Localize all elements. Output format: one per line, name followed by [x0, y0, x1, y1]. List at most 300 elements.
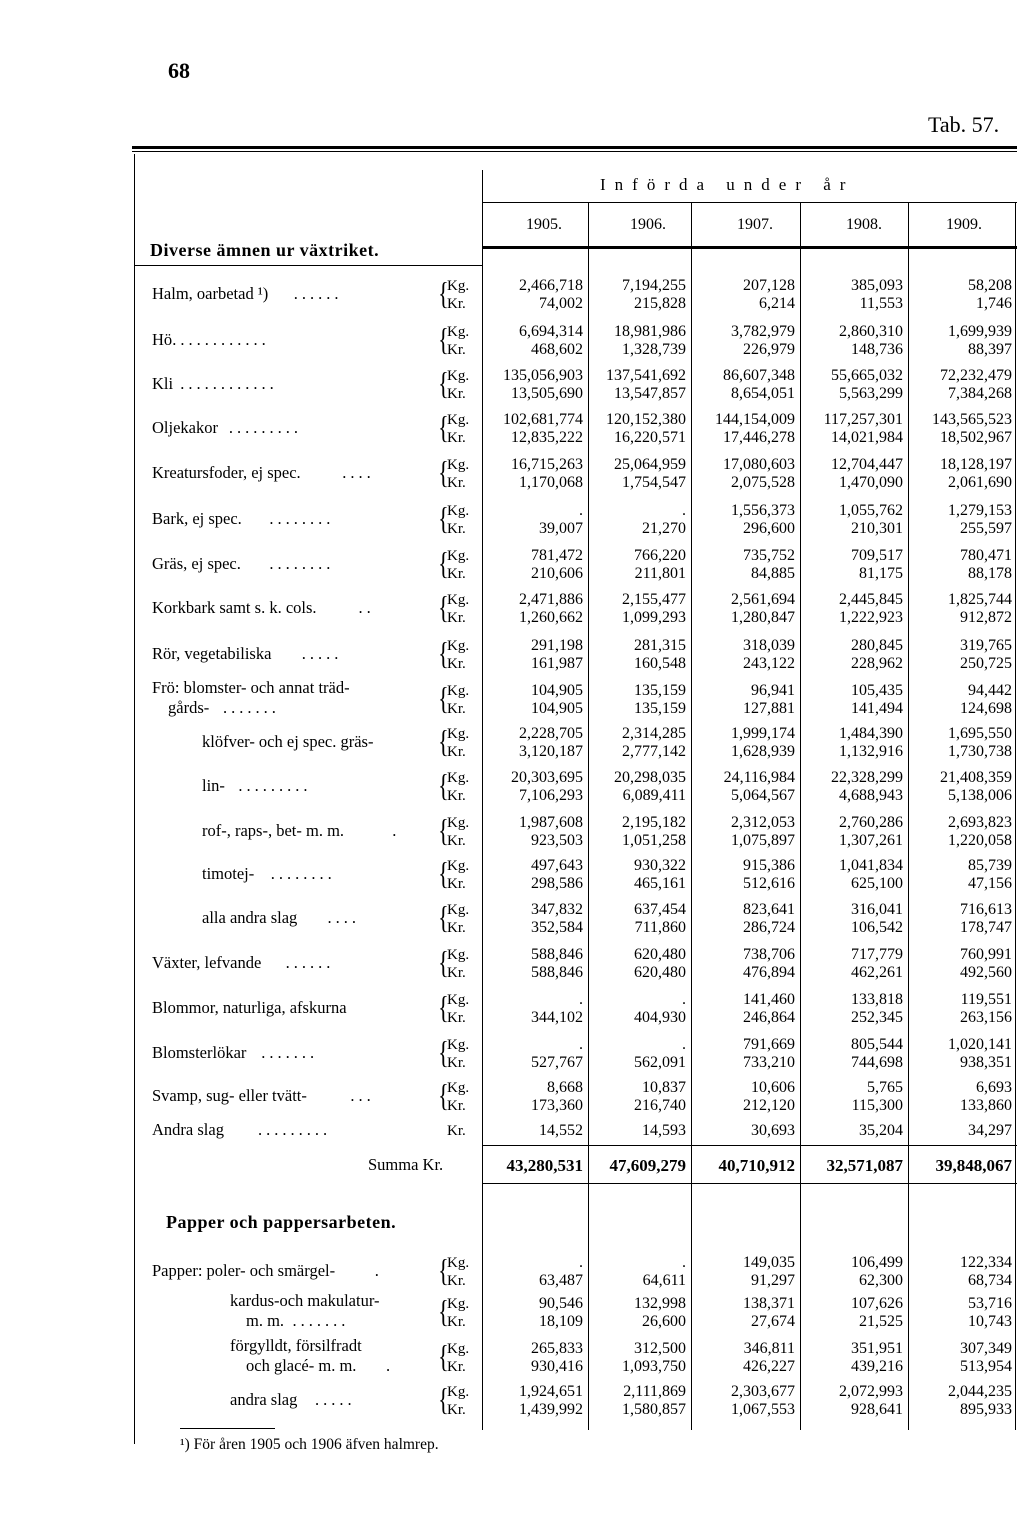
kr-value: 211,801 — [634, 565, 686, 582]
kg-value: 122,334 — [960, 1254, 1012, 1271]
section-title-2: Papper och pappersarbeten. — [166, 1212, 397, 1232]
kr-value: 16,220,571 — [614, 429, 686, 446]
kg-value: 2,471,886 — [519, 591, 583, 608]
brace-glyph: { — [438, 855, 449, 891]
table-id: Tab. 57. — [928, 112, 1000, 137]
year-header-3: 1907. — [737, 216, 773, 233]
kg-value: 588,846 — [531, 946, 583, 963]
row-dots: ......... — [228, 418, 303, 437]
kr-value: 39,007 — [539, 520, 583, 537]
row-dots: .... — [327, 908, 360, 927]
kg-value: 717,779 — [851, 946, 903, 963]
kr-value: 215,828 — [634, 295, 686, 312]
right-frame — [1015, 202, 1016, 1430]
unit-label-kg: Kg. — [447, 726, 470, 742]
kr-value: 14,552 — [539, 1122, 583, 1139]
kg-value: 8,668 — [547, 1079, 583, 1096]
unit-label-kg: Kg. — [447, 1341, 470, 1357]
kr-value: 1,093,750 — [622, 1358, 686, 1375]
row-label: Blommor, naturliga, afskurna — [152, 998, 347, 1017]
unit-label-kr: Kr. — [447, 1314, 466, 1330]
row-label: Hö — [152, 330, 173, 349]
unit-label-kr: Kr. — [447, 920, 466, 936]
kr-value: 6,214 — [759, 295, 795, 312]
row-dots: .... — [342, 463, 375, 482]
kg-value: 319,765 — [960, 637, 1012, 654]
kg-value: 307,349 — [960, 1340, 1012, 1357]
kr-value: 298,586 — [531, 875, 583, 892]
kr-value: 173,360 — [531, 1097, 583, 1114]
kr-value: 14,593 — [642, 1122, 686, 1139]
kr-value: 135,159 — [634, 700, 686, 717]
brace-glyph: { — [438, 767, 449, 803]
row-dots: ....... — [292, 1311, 350, 1330]
row-dots: ..... — [301, 644, 343, 663]
kr-value: 210,606 — [531, 565, 583, 582]
kg-value: 53,716 — [968, 1295, 1012, 1312]
kr-value: 88,178 — [968, 565, 1012, 582]
summa-value: 39,848,067 — [935, 1156, 1012, 1175]
kr-value: 13,547,857 — [614, 385, 686, 402]
kr-value: 1,222,923 — [839, 609, 903, 626]
row-label: Frö: blomster- och annat träd- — [152, 678, 350, 697]
kg-value: 766,220 — [634, 547, 686, 564]
kr-value: 1,067,553 — [731, 1401, 795, 1418]
kr-value: 625,100 — [851, 875, 903, 892]
unit-label-kr: Kr. — [447, 386, 466, 402]
kr-value: 1,628,939 — [731, 743, 795, 760]
kg-value: 20,303,695 — [511, 769, 583, 786]
kr-value: 711,860 — [634, 919, 686, 936]
kg-value: 735,752 — [743, 547, 795, 564]
kr-value: 10,743 — [968, 1313, 1012, 1330]
kr-value: 18,109 — [539, 1313, 583, 1330]
kr-value: 115,300 — [851, 1097, 903, 1114]
label-bottom-rule — [134, 265, 482, 266]
row-label: Bark, ej spec. — [152, 509, 242, 528]
unit-label-kr: Kr. — [447, 521, 466, 537]
kr-value: 1,260,662 — [519, 609, 583, 626]
row-dots: .. — [358, 598, 375, 617]
unit-label-kr: Kr. — [447, 744, 466, 760]
kr-value: 35,204 — [859, 1122, 903, 1139]
year-header-1: 1905. — [526, 216, 562, 233]
kr-value: 468,602 — [531, 341, 583, 358]
kg-value: 16,715,263 — [511, 456, 583, 473]
kg-value: 22,328,299 — [831, 769, 903, 786]
unit-label-kg: Kg. — [447, 278, 470, 294]
kg-value: 107,626 — [851, 1295, 903, 1312]
kg-value: 385,093 — [851, 277, 903, 294]
kr-value: 5,064,567 — [731, 787, 795, 804]
kg-value: 1,484,390 — [839, 725, 903, 742]
kr-value: 91,297 — [751, 1272, 795, 1289]
kg-value: 346,811 — [743, 1340, 795, 1357]
unit-label-kg: Kg. — [447, 902, 470, 918]
kg-value: 137,541,692 — [606, 367, 686, 384]
brace-glyph: { — [438, 812, 449, 848]
kg-value: 20,298,035 — [614, 769, 686, 786]
kg-value: 117,257,301 — [823, 411, 903, 428]
row-dots: ...... — [293, 284, 343, 303]
kg-value: 281,315 — [634, 637, 686, 654]
kr-value: 255,597 — [960, 520, 1012, 537]
row-dots: ..... — [315, 1390, 356, 1409]
kg-value: 10,606 — [751, 1079, 795, 1096]
kr-value: 226,979 — [743, 341, 795, 358]
kr-value: 141,494 — [851, 700, 903, 717]
row-label: Papper: poler- och smärgel- — [152, 1261, 336, 1280]
kr-value: 6,089,411 — [622, 787, 686, 804]
row-label: Gräs, ej spec. — [152, 554, 241, 573]
kg-value: 58,208 — [968, 277, 1012, 294]
kr-value: 895,933 — [960, 1401, 1012, 1418]
brace-glyph: { — [438, 1077, 449, 1113]
kg-value: 497,643 — [531, 857, 583, 874]
row-label-line2: m. m. — [246, 1311, 285, 1330]
kg-value: 351,951 — [851, 1340, 903, 1357]
unit-label-kr: Kr. — [447, 833, 466, 849]
unit-label-kg: Kg. — [447, 412, 470, 428]
kg-value: 143,565,523 — [932, 411, 1012, 428]
unit-label-kg: Kg. — [447, 457, 470, 473]
kg-value: 24,116,984 — [723, 769, 795, 786]
kg-value: . — [579, 1036, 583, 1053]
kg-value: 133,818 — [851, 991, 903, 1008]
kg-value: 135,159 — [634, 682, 686, 699]
unit-label-kr: Kr. — [447, 788, 466, 804]
kr-value: 923,503 — [531, 832, 583, 849]
kr-value: 562,091 — [634, 1054, 686, 1071]
summa-value: 43,280,531 — [506, 1156, 583, 1175]
kg-value: 2,561,694 — [731, 591, 795, 608]
kg-value: 738,706 — [743, 946, 795, 963]
kr-value: 352,584 — [531, 919, 583, 936]
left-frame — [134, 154, 135, 1444]
kg-value: 760,991 — [960, 946, 1012, 963]
unit-label-kr: Kr. — [447, 475, 466, 491]
kg-value: 823,641 — [743, 901, 795, 918]
kr-value: 2,777,142 — [622, 743, 686, 760]
kg-value: 10,837 — [642, 1079, 686, 1096]
kg-value: 2,466,718 — [519, 277, 583, 294]
kg-value: 915,386 — [743, 857, 795, 874]
kg-value: 291,198 — [531, 637, 583, 654]
row-label: Andra slag — [152, 1120, 224, 1139]
kr-value: 462,261 — [851, 964, 903, 981]
kr-value: 296,600 — [743, 520, 795, 537]
unit-label-kr: Kr. — [447, 701, 466, 717]
year-header-5: 1909. — [946, 216, 982, 233]
unit-label-kr: Kr. — [447, 1010, 466, 1026]
brace-glyph: { — [438, 1252, 449, 1288]
col-sep-2 — [691, 202, 692, 1430]
brace-glyph: { — [438, 454, 449, 490]
page-number: 68 — [168, 58, 190, 83]
kr-value: 465,161 — [634, 875, 686, 892]
kg-value: 141,460 — [743, 991, 795, 1008]
unit-label-kr: Kr. — [447, 1402, 466, 1418]
kr-value: 588,846 — [531, 964, 583, 981]
kr-value: 1,730,738 — [948, 743, 1012, 760]
row-label: Korkbark samt s. k. cols. — [152, 598, 317, 617]
row-label: förgylldt, försilfradt — [230, 1336, 362, 1355]
kg-value: 781,472 — [531, 547, 583, 564]
kg-value: 2,111,869 — [623, 1383, 686, 1400]
row-dots: ....... — [261, 1043, 319, 1062]
brace-glyph: { — [438, 500, 449, 536]
kr-value: 11,553 — [859, 295, 903, 312]
kr-value: 212,120 — [743, 1097, 795, 1114]
kg-value: 1,924,651 — [519, 1383, 583, 1400]
unit-label-kg: Kg. — [447, 858, 470, 874]
kg-value: . — [682, 1254, 686, 1271]
kr-value: 228,962 — [851, 655, 903, 672]
kr-value: 74,002 — [539, 295, 583, 312]
kg-value: 86,607,348 — [723, 367, 795, 384]
row-label: kardus-och makulatur- — [230, 1291, 380, 1310]
brace-glyph: { — [438, 1338, 449, 1374]
kr-value: 13,505,690 — [511, 385, 583, 402]
kr-value: 263,156 — [960, 1009, 1012, 1026]
unit-label-kg: Kg. — [447, 947, 470, 963]
kr-value: 1,220,058 — [948, 832, 1012, 849]
row-dots: ......... — [238, 776, 312, 795]
kr-value: 912,872 — [960, 609, 1012, 626]
kr-value: 1,051,258 — [622, 832, 686, 849]
kg-value: . — [682, 1036, 686, 1053]
unit-label-kr: Kr. — [447, 1359, 466, 1375]
kr-value: 161,987 — [531, 655, 583, 672]
brace-glyph: { — [438, 409, 449, 445]
kr-value: 246,864 — [743, 1009, 795, 1026]
kr-value: 106,542 — [851, 919, 903, 936]
kr-value: 21,270 — [642, 520, 686, 537]
kr-value: 620,480 — [634, 964, 686, 981]
unit-label-kr: Kr. — [447, 1055, 466, 1071]
unit-label-kg: Kg. — [447, 324, 470, 340]
row-label: andra slag — [230, 1390, 298, 1409]
kg-value: 6,693 — [976, 1079, 1012, 1096]
brace-glyph: { — [438, 635, 449, 671]
kr-value: 1,170,068 — [519, 474, 583, 491]
kr-value: 30,693 — [751, 1122, 795, 1139]
kg-value: 1,695,550 — [948, 725, 1012, 742]
kg-value: 716,613 — [960, 901, 1012, 918]
kr-value: 2,061,690 — [948, 474, 1012, 491]
kg-value: 1,041,834 — [839, 857, 903, 874]
unit-label-kr: Kr. — [447, 1123, 466, 1139]
brace-glyph: { — [438, 321, 449, 357]
kr-value: 17,446,278 — [723, 429, 795, 446]
kg-value: 18,128,197 — [940, 456, 1012, 473]
header-bottom-thick — [482, 246, 1017, 249]
kg-value: 18,981,986 — [614, 323, 686, 340]
kr-value: 3,120,187 — [519, 743, 583, 760]
row-dots: ......... — [258, 1120, 332, 1139]
unit-label-kg: Kg. — [447, 1037, 470, 1053]
kr-value: 27,674 — [751, 1313, 795, 1330]
kr-value: 63,487 — [539, 1272, 583, 1289]
unit-label-kr: Kr. — [447, 430, 466, 446]
kr-value: 1,746 — [976, 295, 1012, 312]
kr-value: 18,502,967 — [940, 429, 1012, 446]
row-label: klöfver- och ej spec. gräs- — [202, 732, 374, 751]
row-dots: . — [392, 821, 401, 840]
kr-value: 216,740 — [634, 1097, 686, 1114]
kg-value: . — [579, 991, 583, 1008]
unit-label-kr: Kr. — [447, 610, 466, 626]
unit-label-kg: Kg. — [447, 638, 470, 654]
unit-label-kr: Kr. — [447, 965, 466, 981]
row-dots: ....... — [223, 698, 280, 717]
kg-value: 1,279,153 — [948, 502, 1012, 519]
brace-glyph: { — [438, 989, 449, 1025]
unit-label-kg: Kg. — [447, 548, 470, 564]
row-label-line2: och glacé- m. m. — [246, 1356, 357, 1375]
kg-value: 105,435 — [851, 682, 903, 699]
unit-label-kr: Kr. — [447, 342, 466, 358]
kg-value: 318,039 — [743, 637, 795, 654]
kg-value: 21,408,359 — [940, 769, 1012, 786]
kg-value: 106,499 — [851, 1254, 903, 1271]
kr-value: 104,905 — [531, 700, 583, 717]
kg-value: 72,232,479 — [940, 367, 1012, 384]
kg-value: . — [579, 502, 583, 519]
kr-value: 68,734 — [968, 1272, 1012, 1289]
kr-value: 733,210 — [743, 1054, 795, 1071]
kr-value: 127,881 — [743, 700, 795, 717]
kr-value: 1,754,547 — [622, 474, 686, 491]
brace-glyph: { — [438, 1293, 449, 1329]
summa-value: 40,710,912 — [718, 1156, 795, 1175]
kg-value: 55,665,032 — [831, 367, 903, 384]
kr-value: 88,397 — [968, 341, 1012, 358]
kg-value: 135,056,903 — [503, 367, 583, 384]
kr-value: 928,641 — [851, 1401, 903, 1418]
row-dots: . — [374, 1261, 383, 1280]
kg-value: 17,080,603 — [723, 456, 795, 473]
kr-value: 512,616 — [743, 875, 795, 892]
row-label: Oljekakor — [152, 418, 218, 437]
kr-value: 12,835,222 — [511, 429, 583, 446]
row-dots: ... — [350, 1086, 375, 1105]
kr-value: 1,439,992 — [519, 1401, 583, 1418]
row-label: Svamp, sug- eller tvätt- — [152, 1086, 307, 1105]
kr-value: 178,747 — [960, 919, 1012, 936]
kg-value: 2,072,993 — [839, 1383, 903, 1400]
row-label: Halm, oarbetad ¹) — [152, 284, 269, 303]
kr-value: 744,698 — [851, 1054, 903, 1071]
kr-value: 344,102 — [531, 1009, 583, 1026]
kg-value: 1,556,373 — [731, 502, 795, 519]
brace-glyph: { — [438, 1381, 449, 1417]
unit-label-kr: Kr. — [447, 296, 466, 312]
kr-value: 148,736 — [851, 341, 903, 358]
kr-value: 1,307,261 — [839, 832, 903, 849]
kg-value: 2,314,285 — [622, 725, 686, 742]
kg-value: 94,442 — [968, 682, 1012, 699]
kr-value: 1,328,739 — [622, 341, 686, 358]
kr-value: 133,860 — [960, 1097, 1012, 1114]
kg-value: 12,704,447 — [831, 456, 903, 473]
kg-value: 2,445,845 — [839, 591, 903, 608]
row-label: Kli — [152, 374, 174, 393]
kg-value: 780,471 — [960, 547, 1012, 564]
header-title: Införda under år — [600, 175, 855, 194]
kr-value: 7,106,293 — [519, 787, 583, 804]
unit-label-kg: Kg. — [447, 368, 470, 384]
unit-label-kr: Kr. — [447, 1273, 466, 1289]
kg-value: . — [682, 502, 686, 519]
kr-value: 84,885 — [751, 565, 795, 582]
kr-value: 160,548 — [634, 655, 686, 672]
kg-value: 312,500 — [634, 1340, 686, 1357]
kg-value: 85,739 — [968, 857, 1012, 874]
year-header-4: 1908. — [846, 216, 882, 233]
header-mid-line — [482, 202, 1017, 203]
row-label: Kreatursfoder, ej spec. — [152, 463, 301, 482]
unit-label-kg: Kg. — [447, 1255, 470, 1271]
unit-label-kg: Kg. — [447, 503, 470, 519]
kr-value: 2,075,528 — [731, 474, 795, 491]
row-dots: ...... — [285, 953, 335, 972]
kr-value: 426,227 — [743, 1358, 795, 1375]
col-sep-3 — [800, 202, 801, 1430]
row-label: lin- — [202, 776, 225, 795]
kg-value: 138,371 — [743, 1295, 795, 1312]
row-dots: ........ — [270, 864, 336, 883]
kg-value: 7,194,255 — [622, 277, 686, 294]
kr-value: 286,724 — [743, 919, 795, 936]
unit-label-kg: Kg. — [447, 1384, 470, 1400]
kr-value: 5,138,006 — [948, 787, 1012, 804]
kg-value: 316,041 — [851, 901, 903, 918]
kg-value: . — [579, 1254, 583, 1271]
kr-value: 4,688,943 — [839, 787, 903, 804]
kr-value: 243,122 — [743, 655, 795, 672]
kr-value: 1,470,090 — [839, 474, 903, 491]
kg-value: 2,760,286 — [839, 814, 903, 831]
kg-value: 265,833 — [531, 1340, 583, 1357]
brace-glyph: { — [438, 1034, 449, 1070]
kr-value: 250,725 — [960, 655, 1012, 672]
kg-value: 2,303,677 — [731, 1383, 795, 1400]
kr-value: 492,560 — [960, 964, 1012, 981]
kg-value: 144,154,009 — [715, 411, 795, 428]
kg-value: 3,782,979 — [731, 323, 795, 340]
year-header-2: 1906. — [630, 216, 666, 233]
kg-value: 2,195,182 — [622, 814, 686, 831]
row-label: Blomsterlökar — [152, 1043, 247, 1062]
kg-value: 25,064,959 — [614, 456, 686, 473]
row-label: alla andra slag — [202, 908, 298, 927]
kg-value: 1,825,744 — [948, 591, 1012, 608]
kg-value: 280,845 — [851, 637, 903, 654]
unit-label-kr: Kr. — [447, 1098, 466, 1114]
kg-value: 709,517 — [851, 547, 903, 564]
kg-value: 2,155,477 — [622, 591, 686, 608]
brace-glyph: { — [438, 545, 449, 581]
kg-value: 104,905 — [531, 682, 583, 699]
kr-value: 81,175 — [859, 565, 903, 582]
unit-label-kg: Kg. — [447, 592, 470, 608]
kg-value: 132,998 — [634, 1295, 686, 1312]
brace-glyph: { — [438, 723, 449, 759]
brace-glyph: { — [438, 275, 449, 311]
kr-value: 1,099,293 — [622, 609, 686, 626]
summa-rule-top — [482, 1145, 1017, 1146]
